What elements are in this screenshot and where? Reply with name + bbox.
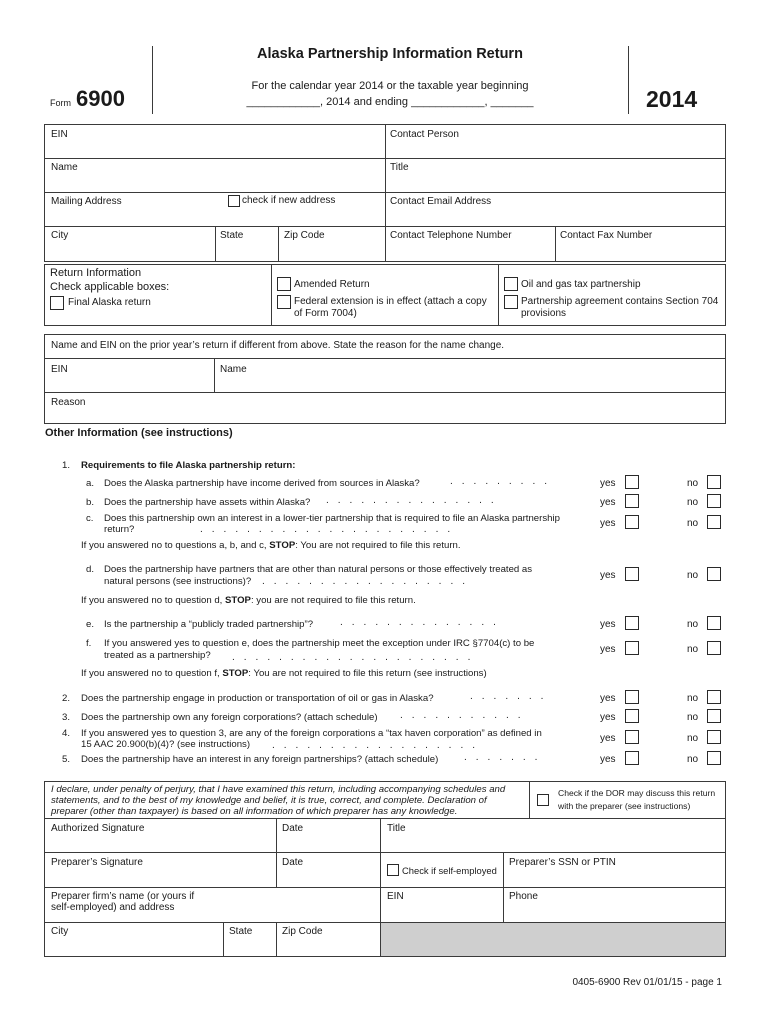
q4-number: 4. bbox=[62, 728, 71, 739]
form-footer: 0405-6900 Rev 01/01/15 - page 1 bbox=[572, 977, 722, 988]
qf-yes-checkbox[interactable] bbox=[625, 641, 639, 655]
dor-discuss-label-1: Check if the DOR may discuss this return bbox=[558, 788, 716, 798]
self-employed-checkbox[interactable] bbox=[387, 864, 399, 876]
qa-no-checkbox[interactable] bbox=[707, 475, 721, 489]
prior-ein-field[interactable]: EIN bbox=[51, 364, 68, 375]
q2-text: Does the partnership engage in production or transportation of oil or gas in Alaska? bbox=[81, 693, 434, 704]
page-title: Alaska Partnership Information Return bbox=[257, 46, 523, 62]
form-number: 6900 bbox=[76, 86, 125, 111]
city-field[interactable]: City bbox=[51, 230, 69, 241]
qe-no-label: no bbox=[687, 619, 699, 630]
q4-text-2: 15 AAC 20.900(b)(4)? (see instructions) bbox=[81, 739, 251, 750]
prior-col-line bbox=[214, 358, 215, 392]
shaded-area bbox=[381, 923, 725, 956]
leader-dots: ....... bbox=[464, 752, 547, 763]
preparer-phone-field[interactable]: Phone bbox=[509, 891, 538, 902]
contact-fax-field[interactable]: Contact Fax Number bbox=[560, 230, 653, 241]
return-info-col-line bbox=[271, 264, 272, 326]
new-address-checkbox[interactable] bbox=[228, 195, 240, 207]
qa-yes-label: yes bbox=[600, 478, 616, 489]
q4-no-label: no bbox=[687, 733, 699, 744]
return-info-subheading: Check applicable boxes: bbox=[50, 281, 170, 293]
return-info-heading: Return Information bbox=[50, 267, 142, 279]
return-info-col-line bbox=[498, 264, 499, 326]
qc-no-label: no bbox=[687, 518, 699, 529]
qc-text-2: return? bbox=[104, 524, 135, 535]
contact-email-field[interactable]: Contact Email Address bbox=[390, 196, 492, 207]
reason-field[interactable]: Reason bbox=[51, 397, 86, 408]
sig-row-line bbox=[44, 852, 726, 853]
dor-discuss-checkbox[interactable] bbox=[537, 794, 549, 806]
q5-yes-label: yes bbox=[600, 754, 616, 765]
leader-dots: ...................... bbox=[200, 524, 460, 535]
q3-yes-label: yes bbox=[600, 712, 616, 723]
oil-gas-label: Oil and gas tax partnership bbox=[521, 279, 641, 290]
q4-text-1: If you answered yes to question 3, are any of the foreign corporations a “tax haven corporation” as defined in bbox=[81, 728, 542, 739]
q5-yes-checkbox[interactable] bbox=[625, 751, 639, 765]
sig-col-line bbox=[276, 922, 277, 957]
declaration-line-2: statements, and to the best of my knowledge and belief, it is true, correct, and complete. Declaration of bbox=[51, 795, 487, 806]
declaration-line-3: preparer (other than taxpayer) is based on all information of which preparer has any knowledge. bbox=[51, 806, 458, 817]
qf-text-1: If you answered yes to question e, does the partnership meet the exception under IRC §7704(c) to be bbox=[104, 638, 535, 649]
qa-no-label: no bbox=[687, 478, 699, 489]
ein-field[interactable]: EIN bbox=[51, 129, 68, 140]
period-line-2: ____________, 2014 and ending ____________, _______ bbox=[246, 96, 534, 108]
qe-yes-checkbox[interactable] bbox=[625, 616, 639, 630]
tax-year: 2014 bbox=[646, 86, 698, 112]
q3-text: Does the partnership own any foreign corporations? (attach schedule) bbox=[81, 712, 378, 723]
qb-yes-label: yes bbox=[600, 497, 616, 508]
auth-title-field[interactable]: Title bbox=[387, 823, 406, 834]
sig-col-line bbox=[276, 818, 277, 887]
return-info-box bbox=[44, 264, 726, 326]
q1-number: 1. bbox=[62, 460, 71, 471]
qd-letter: d. bbox=[86, 564, 95, 575]
stop-note-abc: If you answered no to questions a, b, and c, STOP: You are not required to file this return. bbox=[81, 540, 461, 551]
q5-text: Does the partnership have an interest in any foreign partnerships? (attach schedule) bbox=[81, 754, 439, 765]
q3-yes-checkbox[interactable] bbox=[625, 709, 639, 723]
self-employed-label: Check if self-employed bbox=[402, 865, 497, 876]
qd-no-checkbox[interactable] bbox=[707, 567, 721, 581]
declaration-line-1: I declare, under penalty of perjury, that I have examined this return, including accompanying schedules and bbox=[51, 784, 506, 795]
qa-letter: a. bbox=[86, 478, 95, 489]
preparer-signature-field[interactable]: Preparer’s Signature bbox=[51, 857, 143, 868]
section-704-label-2: provisions bbox=[521, 308, 567, 319]
contact-person-field[interactable]: Contact Person bbox=[390, 129, 459, 140]
stop-note-d: If you answered no to question d, STOP: you are not required to file this return. bbox=[81, 595, 416, 606]
leader-dots: ............... bbox=[326, 495, 503, 506]
qb-yes-checkbox[interactable] bbox=[625, 494, 639, 508]
qd-text-1: Does the partnership have partners that are other than natural persons or those effectively treated as bbox=[104, 564, 533, 575]
leader-dots: ....... bbox=[470, 691, 553, 702]
sig-row-line bbox=[44, 818, 726, 819]
federal-extension-label-1: Federal extension is in effect (attach a copy bbox=[294, 296, 487, 307]
amended-return-label: Amended Return bbox=[294, 279, 370, 290]
leader-dots: .................. bbox=[272, 740, 485, 751]
federal-extension-checkbox[interactable] bbox=[277, 295, 291, 309]
qf-no-checkbox[interactable] bbox=[707, 641, 721, 655]
final-return-label: Final Alaska return bbox=[68, 297, 151, 308]
qb-no-checkbox[interactable] bbox=[707, 494, 721, 508]
preparer-ssn-field[interactable]: Preparer’s SSN or PTIN bbox=[509, 857, 616, 868]
contact-phone-field[interactable]: Contact Telephone Number bbox=[390, 230, 512, 241]
qc-yes-label: yes bbox=[600, 518, 616, 529]
dor-discuss-label-2: with the preparer (see instructions) bbox=[558, 801, 691, 811]
qc-text-1: Does this partnership own an interest in a lower-tier partnership that is required to file an Alaska partnership bbox=[104, 513, 560, 524]
prior-row-line bbox=[44, 358, 726, 359]
qf-yes-label: yes bbox=[600, 644, 616, 655]
qd-yes-label: yes bbox=[600, 570, 616, 581]
leader-dots: ..................... bbox=[232, 652, 480, 663]
qe-text: Is the partnership a “publicly traded partnership”? bbox=[104, 619, 314, 630]
auth-date-field[interactable]: Date bbox=[282, 823, 304, 834]
q2-no-checkbox[interactable] bbox=[707, 690, 721, 704]
qc-no-checkbox[interactable] bbox=[707, 515, 721, 529]
title-field[interactable]: Title bbox=[390, 162, 409, 173]
qd-no-label: no bbox=[687, 570, 699, 581]
leader-dots: .................. bbox=[262, 576, 475, 587]
q5-no-label: no bbox=[687, 754, 699, 765]
q3-no-label: no bbox=[687, 712, 699, 723]
oil-gas-checkbox[interactable] bbox=[504, 277, 518, 291]
preparer-firm-label-1: Preparer firm’s name (or yours if bbox=[51, 891, 195, 902]
new-address-label: check if new address bbox=[242, 195, 336, 206]
q2-yes-label: yes bbox=[600, 693, 616, 704]
sig-col-line bbox=[223, 922, 224, 957]
prior-year-note: Name and EIN on the prior year’s return if different from above. State the reason for the name change. bbox=[51, 340, 505, 351]
sig-col-line bbox=[529, 781, 530, 818]
qe-letter: e. bbox=[86, 619, 95, 630]
preparer-state-field[interactable]: State bbox=[229, 926, 253, 937]
amended-return-checkbox[interactable] bbox=[277, 277, 291, 291]
leader-dots: ......... bbox=[450, 476, 557, 487]
sig-row-line bbox=[44, 887, 726, 888]
preparer-ein-field[interactable]: EIN bbox=[387, 891, 404, 902]
entity-col-line bbox=[385, 124, 386, 262]
prior-name-field[interactable]: Name bbox=[220, 364, 247, 375]
qe-yes-label: yes bbox=[600, 619, 616, 630]
leader-dots: ........... bbox=[400, 710, 530, 721]
preparer-city-field[interactable]: City bbox=[51, 926, 69, 937]
authorized-signature-field[interactable]: Authorized Signature bbox=[51, 823, 145, 834]
name-field[interactable]: Name bbox=[51, 162, 78, 173]
period-line-1: For the calendar year 2014 or the taxable year beginning bbox=[251, 80, 529, 92]
stop-note-f: If you answered no to question f, STOP: You are not required to file this return (see instructions) bbox=[81, 668, 487, 679]
header-divider-left bbox=[152, 46, 153, 114]
mailing-address-field[interactable]: Mailing Address bbox=[51, 196, 122, 207]
section-704-label-1: Partnership agreement contains Section 704 bbox=[521, 296, 719, 307]
qf-text-2: treated as a partnership? bbox=[104, 650, 211, 661]
federal-extension-label-2: of Form 7004) bbox=[294, 308, 357, 319]
q2-yes-checkbox[interactable] bbox=[625, 690, 639, 704]
prep-date-field[interactable]: Date bbox=[282, 857, 304, 868]
qf-letter: f. bbox=[86, 638, 92, 649]
qd-text-2: natural persons (see instructions)? bbox=[104, 576, 252, 587]
q4-no-checkbox[interactable] bbox=[707, 730, 721, 744]
final-return-checkbox[interactable] bbox=[50, 296, 64, 310]
qd-yes-checkbox[interactable] bbox=[625, 567, 639, 581]
q5-number: 5. bbox=[62, 754, 71, 765]
entity-col-line bbox=[555, 226, 556, 262]
q4-yes-checkbox[interactable] bbox=[625, 730, 639, 744]
q2-number: 2. bbox=[62, 693, 71, 704]
state-field[interactable]: State bbox=[220, 230, 244, 241]
qb-text: Does the partnership have assets within Alaska? bbox=[104, 497, 311, 508]
qe-no-checkbox[interactable] bbox=[707, 616, 721, 630]
q3-no-checkbox[interactable] bbox=[707, 709, 721, 723]
q1-title: Requirements to file Alaska partnership return: bbox=[81, 460, 296, 471]
q5-no-checkbox[interactable] bbox=[707, 751, 721, 765]
qf-no-label: no bbox=[687, 644, 699, 655]
q3-number: 3. bbox=[62, 712, 71, 723]
leader-dots: .............. bbox=[340, 617, 505, 628]
q4-yes-label: yes bbox=[600, 733, 616, 744]
qa-yes-checkbox[interactable] bbox=[625, 475, 639, 489]
entity-col-line bbox=[278, 226, 279, 262]
entity-col-line bbox=[215, 226, 216, 262]
qc-yes-checkbox[interactable] bbox=[625, 515, 639, 529]
preparer-firm-label-2: self-employed) and address bbox=[51, 902, 175, 913]
q2-no-label: no bbox=[687, 693, 699, 704]
zip-field[interactable]: Zip Code bbox=[284, 230, 325, 241]
qc-letter: c. bbox=[86, 513, 94, 524]
qa-text: Does the Alaska partnership have income derived from sources in Alaska? bbox=[104, 478, 420, 489]
other-info-heading: Other Information (see instructions) bbox=[45, 427, 233, 439]
preparer-zip-field[interactable]: Zip Code bbox=[282, 926, 323, 937]
sig-col-line bbox=[503, 852, 504, 922]
qb-letter: b. bbox=[86, 497, 95, 508]
form-label: Form bbox=[50, 98, 71, 108]
section-704-checkbox[interactable] bbox=[504, 295, 518, 309]
qb-no-label: no bbox=[687, 497, 699, 508]
prior-row-line bbox=[44, 392, 726, 393]
header-divider-right bbox=[628, 46, 629, 114]
